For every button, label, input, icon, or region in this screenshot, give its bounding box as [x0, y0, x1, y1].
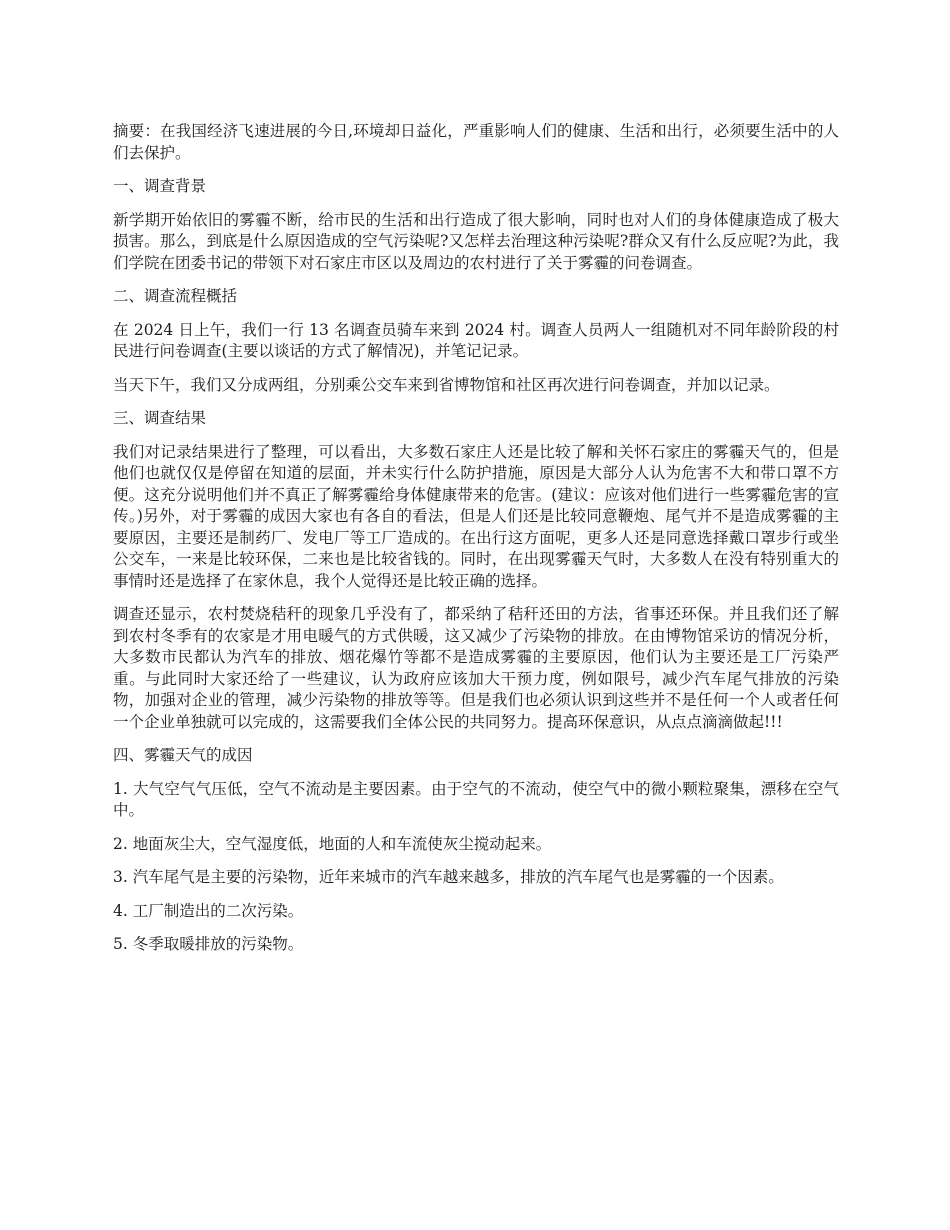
- cause-item: 3. 汽车尾气是主要的污染物，近年来城市的汽车越来越多，排放的汽车尾气也是雾霾的一个因素。: [113, 868, 784, 886]
- cause-item: 1. 大气空气气压低，空气不流动是主要因素。由于空气的不流动，使空气中的微小颗粒聚集，漂移在空气中。: [113, 779, 839, 819]
- paragraph-process-afternoon: 当天下午，我们又分成两组，分别乘公交车来到省博物馆和社区再次进行问卷调查，并加以记录。: [113, 375, 780, 394]
- document-page: [113, 121, 839, 968]
- paragraph-results-city: 我们对记录结果进行了整理，可以看出，大多数石家庄人还是比较了解和关怀石家庄的雾霾天气的，但是他们也就仅仅是停留在知道的层面，并未实行什么防护措施，原因是大部分人认为危害不大和带口罩不方便。这充分说明他们并不真正了解雾霾给身体健康带来的危害。(建议：应该对他们进行一些雾霾危害的宣传。)另外，对于雾霾的成因大家也有各自的看法，但是人们还是比较同意鞭炮、尾气并不是造成雾霾的主要原因，主要还是制药厂、发电厂等工厂造成的。在出行这方面呢，更多人还是同意选择戴口罩步行或坐公交车，一来是比较环保，二来也是比较省钱的。同时，在出现雾霾天气时，大多数人在没有特别重大的事情时还是选择了在家休息，我个人觉得还是比较正确的选择。: [113, 442, 839, 590]
- paragraph-process-morning: 在 2024 日上午，我们一行 13 名调查员骑车来到 2024 村。调查人员两人一组随机对不同年龄阶段的村民进行问卷调查(主要以谈话的方式了解情况)，并笔记记录。: [113, 320, 839, 360]
- section-heading-results: 三、调查结果: [113, 409, 207, 427]
- section-heading-background: 一、调查背景: [113, 177, 207, 195]
- cause-item: 2. 地面灰尘大，空气湿度低，地面的人和车流使灰尘搅动起来。: [113, 834, 552, 853]
- abstract: 摘要：在我国经济飞速进展的今日,环境却日益化，严重影响人们的健康、生活和出行，必须要生活中的人们去保护。: [113, 122, 839, 162]
- section-heading-causes: 四、雾霾天气的成因: [113, 746, 253, 764]
- section-heading-process: 二、调查流程概括: [113, 287, 238, 305]
- cause-item: 4. 工厂制造出的二次污染。: [113, 901, 304, 920]
- paragraph-background: 新学期开始依旧的雾霾不断，给市民的生活和出行造成了很大影响，同时也对人们的身体健康造成了极大损害。那么，到底是什么原因造成的空气污染呢?又怎样去治理这种污染呢?群众又有什么反应呢?为此，我们学院在团委书记的带领下对石家庄市区以及周边的农村进行了关于雾霾的问卷调查。: [113, 210, 839, 272]
- cause-item: 5. 冬季取暖排放的污染物。: [113, 935, 304, 953]
- paragraph-results-rural: 调查还显示，农村焚烧秸秆的现象几乎没有了，都采纳了秸秆还田的方法，省事还环保。并且我们还了解到农村冬季有的农家是才用电暖气的方式供暖，这又减少了污染物的排放。在由博物馆采访的情况分析，大多数市民都认为汽车的排放、烟花爆竹等都不是造成雾霾的主要原因，他们认为主要还是工厂污染严重。与此同时大家还给了一些建议，认为政府应该加大干预力度，例如限号，减少汽车尾气排放的污染物，加强对企业的管理，减少污染物的排放等等。但是我们也必须认识到这些并不是任何一个人或者任何一个企业单独就可以完成的，这需要我们全体公民的共同努力。提高环保意识，从点点滴滴做起!!!: [113, 605, 839, 731]
